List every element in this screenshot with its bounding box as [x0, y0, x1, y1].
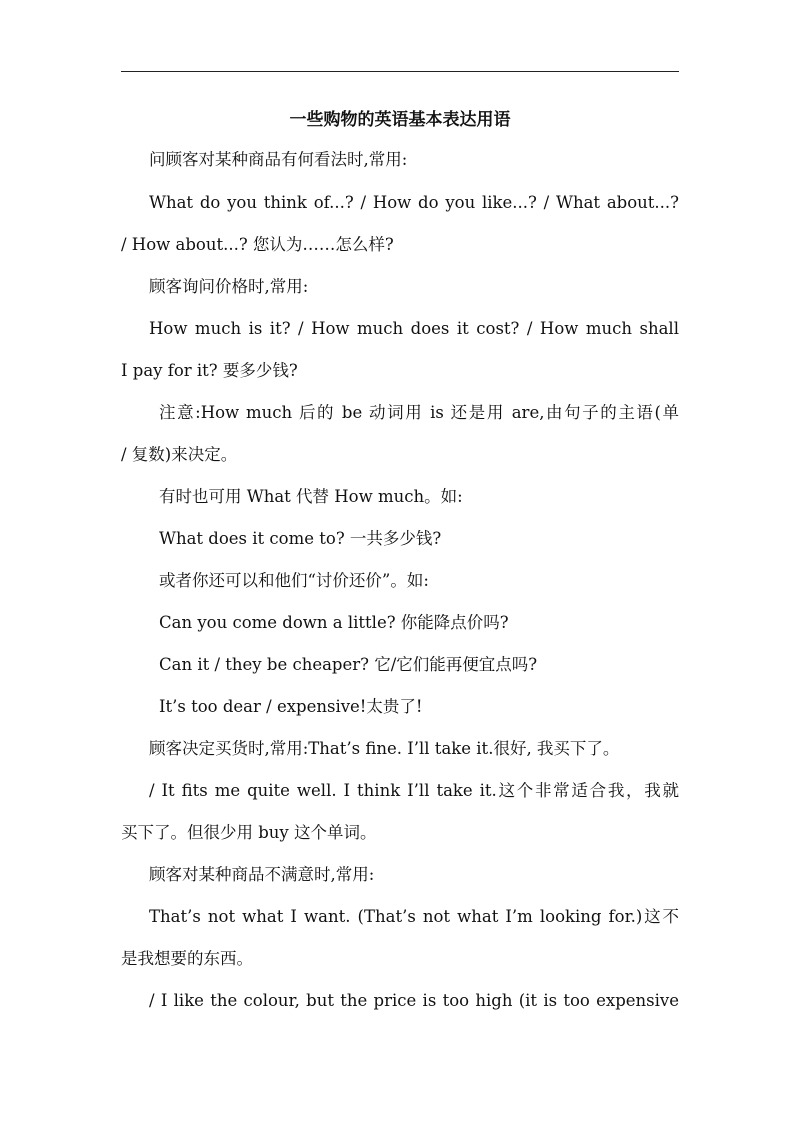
- text-line: 或者你还可以和他们“讨价还价”。如:: [159, 571, 429, 590]
- text-line: What do you think of...? / How do you like...? / What about...?: [149, 193, 679, 212]
- header-rule: [121, 71, 679, 72]
- text-line: It’s too dear / expensive!太贵了!: [159, 697, 423, 716]
- document-title: 一些购物的英语基本表达用语: [289, 110, 511, 130]
- text-line: / I like the colour, but the price is too high (it is too expensive: [149, 991, 679, 1010]
- text-line: How much is it? / How much does it cost? / How much shall: [149, 319, 679, 338]
- text-line: That’s not what I want. (That’s not what I’m looking for.)这不: [149, 907, 679, 926]
- text-line: / How about...? 您认为……怎么样?: [121, 235, 394, 254]
- text-line: 是我想要的东西。: [121, 949, 253, 968]
- text-line: / It fits me quite well. I think I’ll take it.这个非常适合我，我就: [149, 781, 679, 800]
- text-line: I pay for it? 要多少钱?: [121, 361, 298, 380]
- text-line: Can you come down a little? 你能降点价吗?: [159, 613, 509, 632]
- text-line: 顾客对某种商品不满意时,常用:: [149, 865, 375, 884]
- text-line: 顾客决定买货时,常用:That’s fine. I’ll take it.很好, 我买下了。: [149, 739, 620, 758]
- text-line: 注意:How much 后的 be 动词用 is 还是用 are,由句子的主语(单: [159, 403, 679, 422]
- text-line: 顾客询问价格时,常用:: [149, 277, 309, 296]
- text-line: 有时也可用 What 代替 How much。如:: [159, 487, 463, 506]
- text-line: Can it / they be cheaper? 它/它们能再便宜点吗?: [159, 655, 538, 674]
- text-line: / 复数)来决定。: [121, 445, 238, 464]
- text-line: 买下了。但很少用 buy 这个单词。: [121, 823, 377, 842]
- text-line: 问顾客对某种商品有何看法时,常用:: [149, 150, 408, 169]
- text-line: What does it come to? 一共多少钱?: [159, 529, 442, 548]
